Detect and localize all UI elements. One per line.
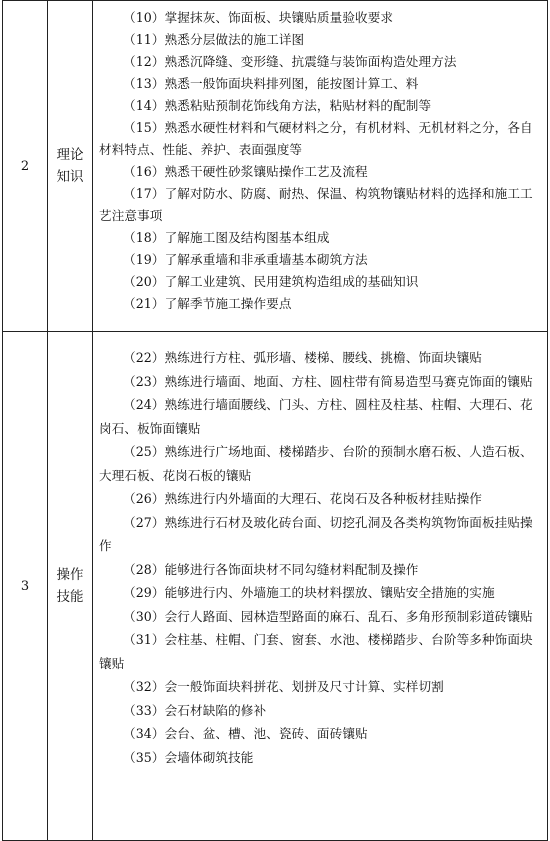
list-item: （25）熟练进行广场地面、楼梯踏步、台阶的预制水磨石板、人造石板、大理石板、花岗石板的镶贴 bbox=[99, 444, 533, 483]
row-category bbox=[48, 332, 93, 841]
row-number: 3 bbox=[3, 332, 48, 841]
item-list bbox=[93, 332, 548, 841]
list-item: （21）了解季节施工操作要点 bbox=[123, 296, 292, 311]
row-number: 2 bbox=[3, 1, 48, 332]
table-row-skills bbox=[3, 332, 548, 841]
item-list bbox=[93, 1, 548, 332]
list-item: （17）了解对防水、防腐、耐热、保温、构筑物镶贴材料的选择和施工工艺注意事项 bbox=[99, 186, 533, 223]
list-item: （19）了解承重墙和非承重墙基本砌筑方法 bbox=[123, 252, 368, 267]
list-item: （34）会台、盆、槽、池、瓷砖、面砖镶贴 bbox=[123, 726, 368, 741]
row-category bbox=[48, 1, 93, 332]
list-item: （26）熟练进行内外墙面的大理石、花岗石及各种板材挂贴操作 bbox=[123, 491, 482, 506]
list-item: （23）熟练进行墙面、地面、方柱、圆柱带有简易造型马赛克饰面的镶贴 bbox=[123, 373, 533, 389]
list-item: （18）了解施工图及结构图基本组成 bbox=[123, 230, 330, 245]
table-row-theory bbox=[3, 1, 548, 332]
list-item: （14）熟悉粘贴预制花饰线角方法，粘贴材料的配制等 bbox=[123, 98, 432, 113]
list-item: （32）会一般饰面块料拼花、划拼及尺寸计算、实样切割 bbox=[123, 679, 444, 694]
list-item: （10）掌握抹灰、饰面板、块镶贴质量验收要求 bbox=[123, 10, 394, 25]
list-item: （13）熟悉一般饰面块料排列图，能按图计算工、料 bbox=[123, 76, 419, 91]
syllabus-table bbox=[2, 0, 548, 841]
list-item: （30）会行人路面、园林造型路面的麻石、乱石、多角形预制彩道砖镶贴 bbox=[123, 608, 533, 624]
list-item: （33）会石材缺陷的修补 bbox=[123, 702, 267, 718]
list-item: （31）会柱基、柱帽、门套、窗套、水池、楼梯踏步、台阶等多种饰面块镶贴 bbox=[99, 632, 533, 671]
category-label: 操作技能 bbox=[56, 567, 84, 605]
list-item: （27）熟练进行石材及玻化砖台面、切挖孔洞及各类构筑物饰面板挂贴操作 bbox=[99, 514, 533, 553]
list-item: （29）能够进行内、外墙施工的块材料摆放、镶贴安全措施的实施 bbox=[123, 585, 495, 600]
list-item: （24）熟练进行墙面腰线、门头、方柱、圆柱及柱基、柱帽、大理石、花岗石、板饰面镶贴 bbox=[99, 397, 533, 436]
list-item: （20）了解工业建筑、民用建筑构造组成的基础知识 bbox=[123, 274, 419, 289]
list-item: （16）熟悉干硬性砂浆镶贴操作工艺及流程 bbox=[123, 164, 368, 179]
list-item: （11）熟悉分层做法的施工详图 bbox=[123, 32, 305, 47]
list-item: （35）会墙体砌筑技能 bbox=[123, 749, 254, 765]
list-item: （22）熟练进行方柱、弧形墙、楼梯、腰线、挑檐、饰面块镶贴 bbox=[123, 350, 482, 365]
list-item: （12）熟悉沉降缝、变形缝、抗震缝与装饰面构造处理方法 bbox=[123, 54, 457, 69]
list-item: （28）能够进行各饰面块材不同勾缝材料配制及操作 bbox=[123, 561, 419, 577]
list-item: （15）熟悉水硬性材料和气硬材料之分，有机材料、无机材料之分，各自材料特点、性能、养护、表面强度等 bbox=[99, 120, 533, 157]
category-label: 理论知识 bbox=[56, 147, 84, 185]
